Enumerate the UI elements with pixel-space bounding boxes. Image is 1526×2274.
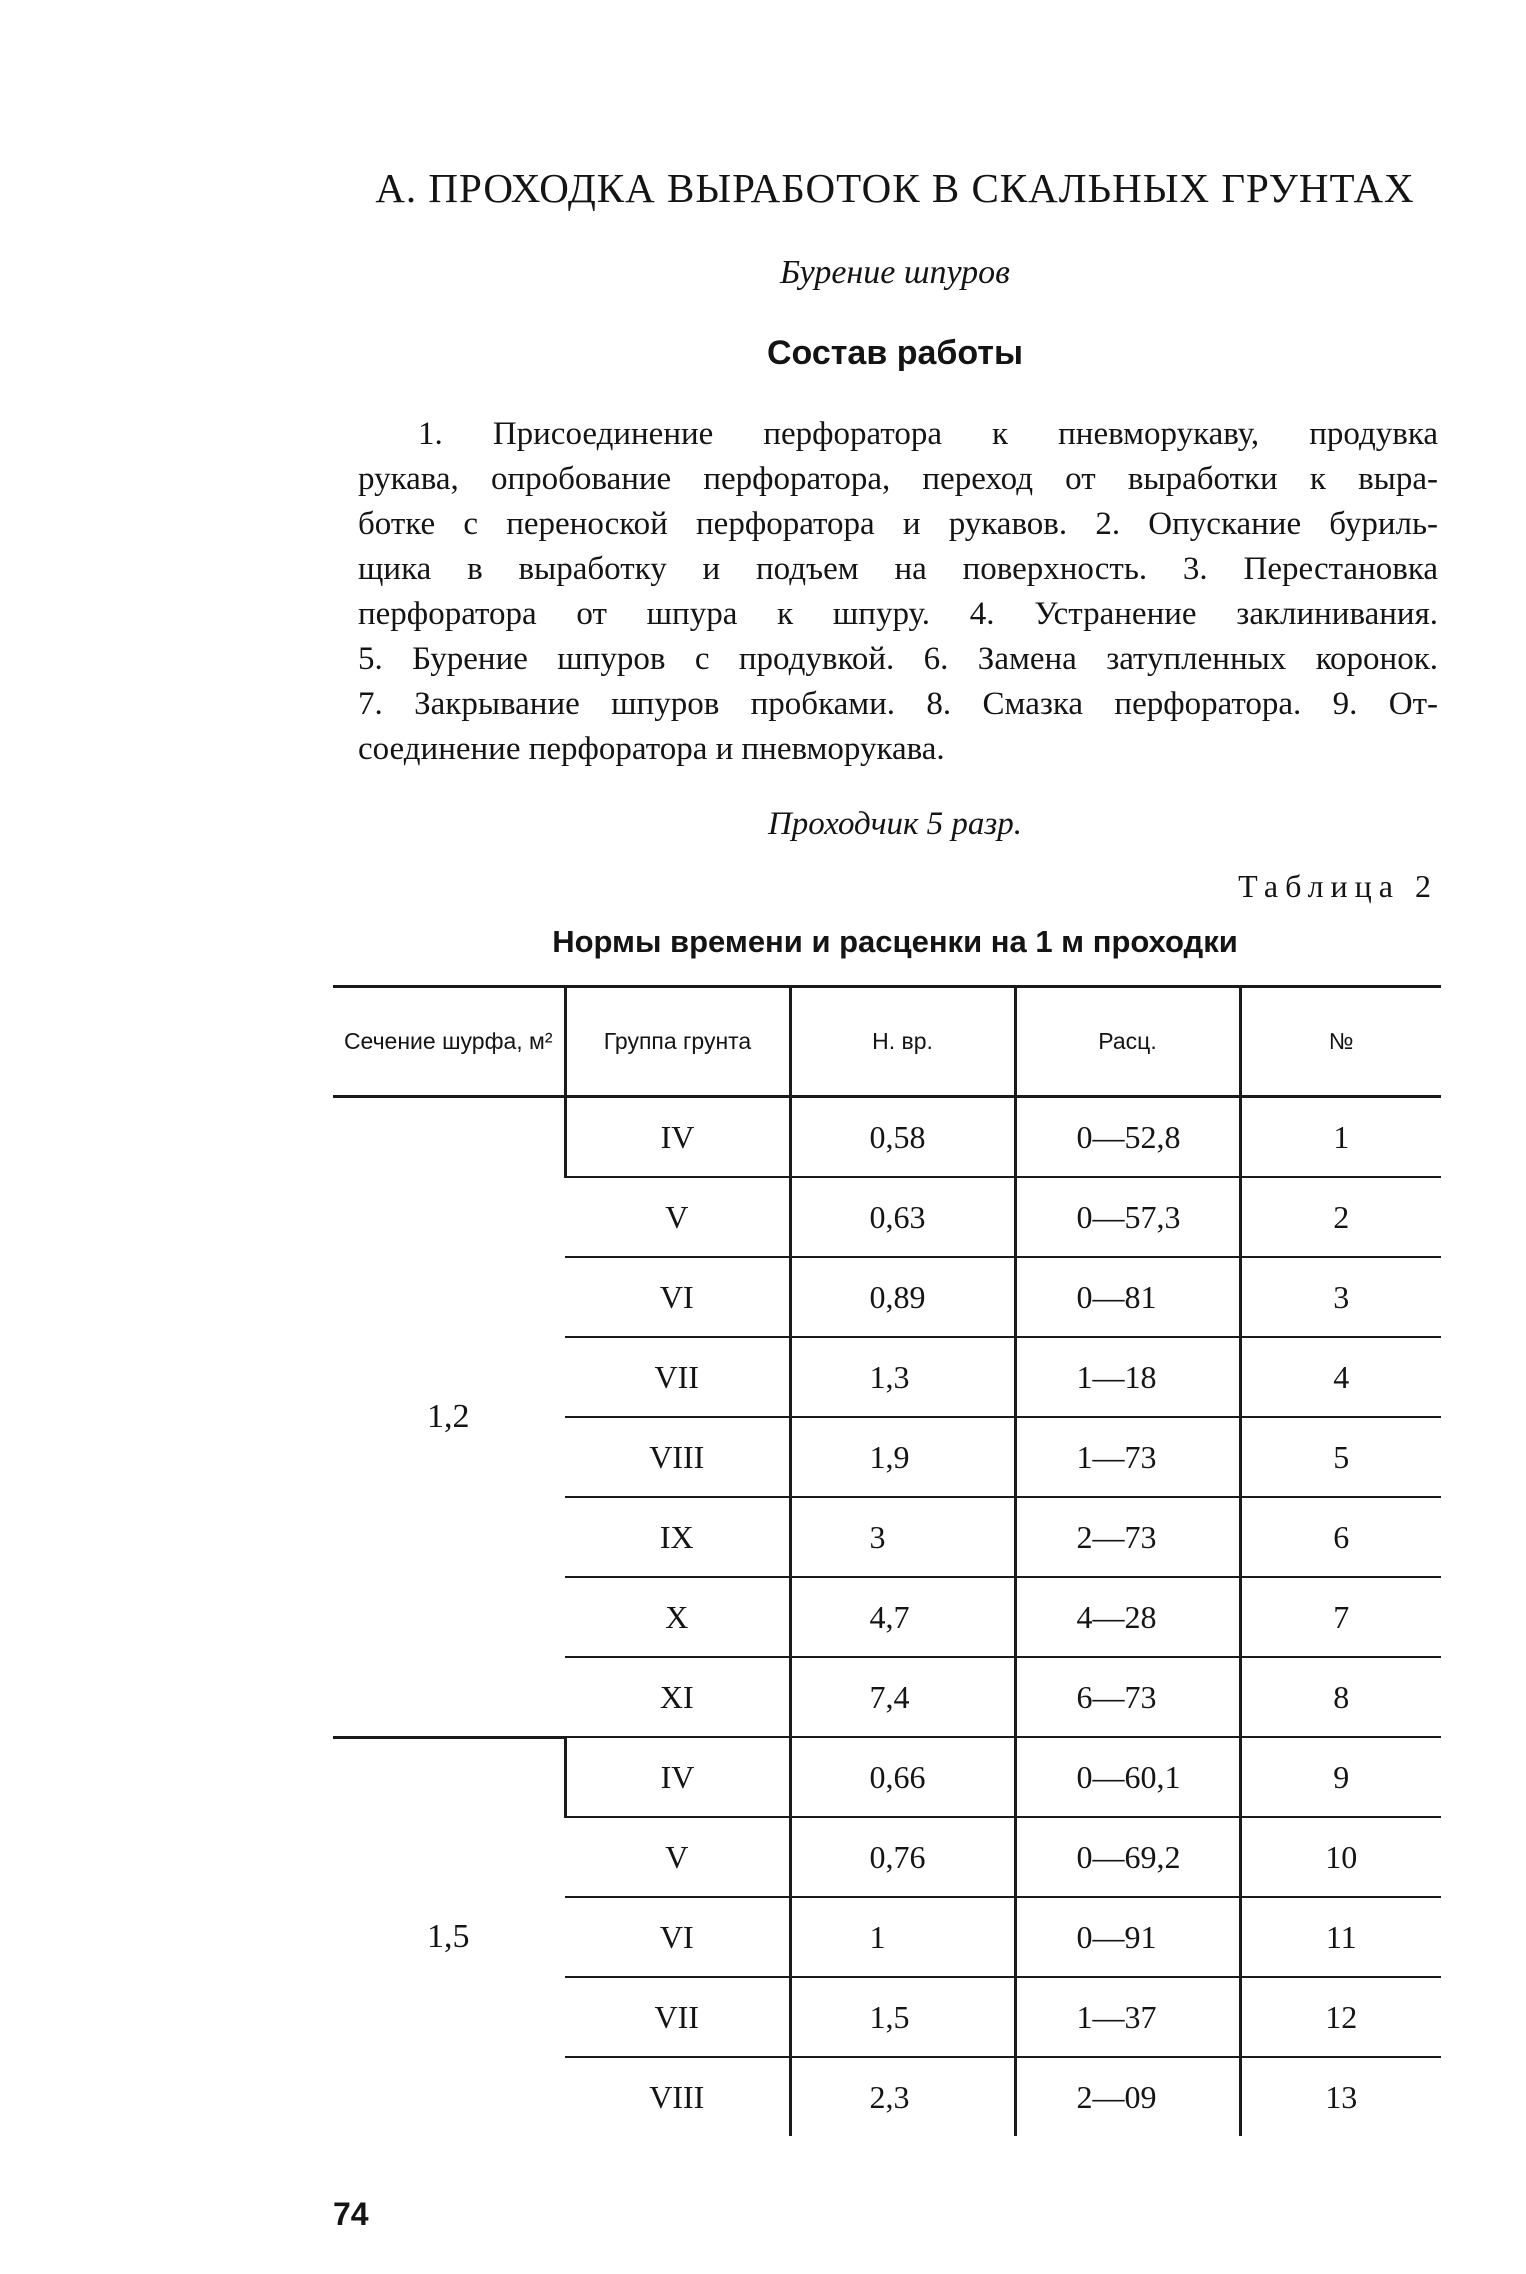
time-norm-cell: 2,3 bbox=[790, 2057, 1015, 2136]
time-norm-cell: 1,5 bbox=[790, 1977, 1015, 2057]
number-cell: 6 bbox=[1240, 1497, 1441, 1577]
number-cell: 4 bbox=[1240, 1337, 1441, 1417]
header-number: № bbox=[1240, 987, 1441, 1097]
time-norm-cell: 0,76 bbox=[790, 1817, 1015, 1897]
number-cell: 10 bbox=[1240, 1817, 1441, 1897]
time-norm-cell: 1,9 bbox=[790, 1417, 1015, 1497]
time-norm-cell: 1 bbox=[790, 1897, 1015, 1977]
soil-group-cell: VI bbox=[565, 1897, 790, 1977]
table-row bbox=[333, 1097, 1441, 1178]
rate-cell: 0—69,2 bbox=[1015, 1817, 1240, 1897]
norms-table bbox=[333, 985, 1441, 2136]
rate-cell: 0—57,3 bbox=[1015, 1177, 1240, 1257]
soil-group-cell: IX bbox=[565, 1497, 790, 1577]
rate-cell: 0—60,1 bbox=[1015, 1737, 1240, 1817]
text-line: рукава, опробование перфоратора, переход от выработки к выра- bbox=[358, 461, 1438, 497]
work-composition-text bbox=[358, 412, 1438, 772]
table-number: Таблица 2 bbox=[1238, 868, 1438, 904]
header-section: Сечение шурфа, м² bbox=[333, 987, 565, 1097]
worker-grade: Проходчик 5 разр. bbox=[767, 806, 1023, 842]
rate-cell: 6—73 bbox=[1015, 1657, 1240, 1737]
section-cell: 1,2 bbox=[333, 1097, 565, 1738]
table-title: Нормы времени и расценки на 1 м проходки bbox=[552, 924, 1238, 959]
rate-cell: 1—18 bbox=[1015, 1337, 1240, 1417]
soil-group-cell: VIII bbox=[649, 2078, 705, 2115]
time-norm-cell: 4,7 bbox=[790, 1577, 1015, 1657]
text-line: щика в выработку и подъем на поверхность. 3. Перестановка bbox=[358, 551, 1438, 587]
rate-cell: 2—09 bbox=[1015, 2057, 1240, 2136]
rate-cell: 4—28 bbox=[1015, 1577, 1240, 1657]
number-cell: 13 bbox=[1240, 2057, 1441, 2136]
soil-group-cell: VII bbox=[565, 1977, 790, 2057]
number-cell: 1 bbox=[1240, 1097, 1441, 1178]
time-norm-cell: 3 bbox=[790, 1497, 1015, 1577]
subsection-title: Бурение шпуров bbox=[780, 254, 1010, 291]
time-norm-cell: 7,4 bbox=[790, 1657, 1015, 1737]
work-composition-heading: Состав работы bbox=[767, 334, 1023, 372]
number-cell: 2 bbox=[1240, 1177, 1441, 1257]
number-cell: 11 bbox=[1240, 1897, 1441, 1977]
number-cell: 5 bbox=[1240, 1417, 1441, 1497]
text-line: ботке с переноской перфоратора и рукавов. 2. Опускание буриль- bbox=[358, 506, 1438, 542]
soil-group-cell: VII bbox=[565, 1337, 790, 1417]
table-header-row bbox=[333, 987, 1441, 1097]
soil-group-cell: V bbox=[565, 1817, 790, 1897]
number-cell: 3 bbox=[1240, 1257, 1441, 1337]
header-time-norm: Н. вр. bbox=[790, 987, 1015, 1097]
number-cell: 9 bbox=[1240, 1737, 1441, 1817]
soil-group-cell: VIII bbox=[565, 1417, 790, 1497]
section-title: А. ПРОХОДКА ВЫРАБОТОК В СКАЛЬНЫХ ГРУНТАХ bbox=[375, 165, 1415, 211]
number-cell: 12 bbox=[1240, 1977, 1441, 2057]
table-row bbox=[333, 1737, 1441, 1817]
time-norm-cell: 1,3 bbox=[790, 1337, 1015, 1417]
number-cell: 8 bbox=[1240, 1657, 1441, 1737]
time-norm-cell: 0,63 bbox=[790, 1177, 1015, 1257]
rate-cell: 1—73 bbox=[1015, 1417, 1240, 1497]
rate-cell: 1—37 bbox=[1015, 1977, 1240, 2057]
rate-cell: 0—81 bbox=[1015, 1257, 1240, 1337]
text-line: 1. Присоединение перфоратора к пневморукаву, продувка bbox=[418, 416, 1438, 452]
text-line: соединение перфоратора и пневморукава. bbox=[358, 731, 945, 767]
text-line: 5. Бурение шпуров с продувкой. 6. Замена затупленных коронок. bbox=[358, 641, 1438, 677]
rate-cell: 0—52,8 bbox=[1015, 1097, 1240, 1178]
number-cell: 7 bbox=[1240, 1577, 1441, 1657]
page-number: 74 bbox=[333, 2196, 369, 2232]
time-norm-cell: 0,58 bbox=[790, 1097, 1015, 1178]
header-soil-group: Группа грунта bbox=[565, 987, 790, 1097]
text-line: перфоратора от шпура к шпуру. 4. Устранение заклинивания. bbox=[358, 596, 1438, 632]
soil-group-cell: VI bbox=[565, 1257, 790, 1337]
section-cell: 1,5 bbox=[427, 1918, 470, 1956]
soil-group-cell: XI bbox=[565, 1657, 790, 1737]
soil-group-cell: IV bbox=[565, 1097, 790, 1178]
time-norm-cell: 0,89 bbox=[790, 1257, 1015, 1337]
time-norm-cell: 0,66 bbox=[790, 1737, 1015, 1817]
rate-cell: 0—91 bbox=[1015, 1897, 1240, 1977]
soil-group-cell: X bbox=[565, 1577, 790, 1657]
soil-group-cell: IV bbox=[565, 1737, 790, 1817]
text-line: 7. Закрывание шпуров пробками. 8. Смазка перфоратора. 9. От- bbox=[358, 686, 1438, 722]
header-rate: Расц. bbox=[1015, 987, 1240, 1097]
rate-cell: 2—73 bbox=[1015, 1497, 1240, 1577]
soil-group-cell: V bbox=[565, 1177, 790, 1257]
